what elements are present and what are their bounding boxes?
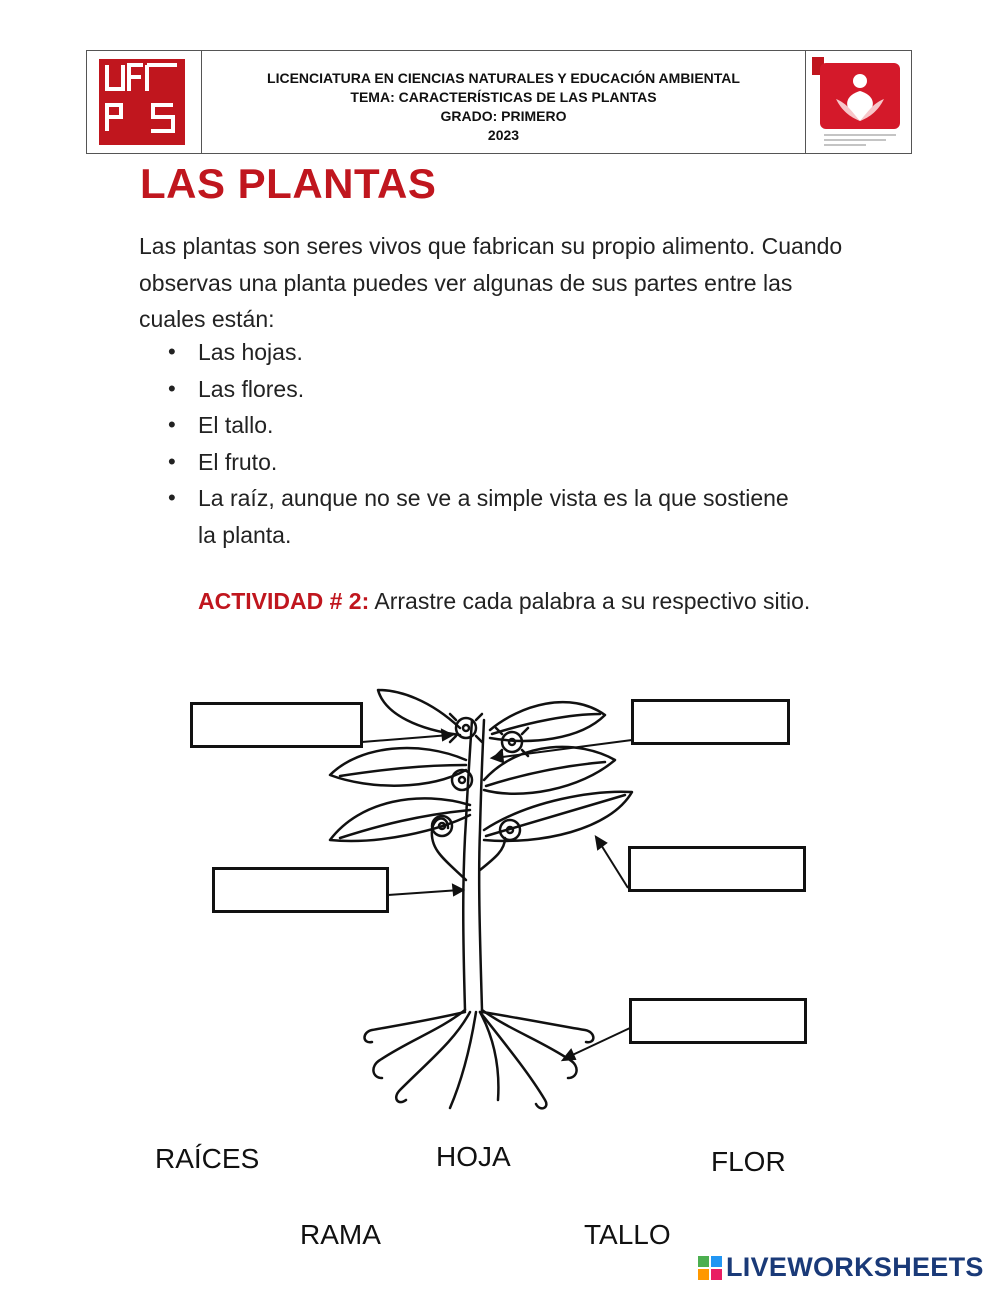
- list-item: • La raíz, aunque no se ve a simple vista es la que sostiene la planta.: [168, 480, 808, 553]
- list-item: • El fruto.: [168, 444, 808, 481]
- liveworksheets-brand[interactable]: LIVEWORKSHEETS: [726, 1252, 984, 1282]
- leaf: [378, 690, 460, 735]
- drop-box-leaf[interactable]: [628, 846, 806, 892]
- leaf: [490, 702, 605, 741]
- header-line-year: 2023: [487, 127, 520, 143]
- intro-paragraph: Las plantas son seres vivos que fabrican su propio alimento. Cuando observas una planta puedes ver algunas de sus partes entre las cuales están:: [139, 233, 843, 332]
- word-raices[interactable]: RAÍCES: [155, 1143, 260, 1174]
- ufps-logo-graphic: [87, 51, 202, 155]
- drop-box-flower-right[interactable]: [631, 699, 790, 745]
- leaf: [330, 748, 466, 786]
- liveworksheets-icon: [698, 1256, 722, 1280]
- header-text: [202, 51, 805, 153]
- header-line-topic: TEMA: CARACTERÍSTICAS DE LAS PLANTAS: [350, 89, 657, 105]
- plant-parts-list: [168, 334, 808, 553]
- header-line-program: LICENCIATURA EN CIENCIAS NATURALES Y EDUCACIÓN AMBIENTAL: [267, 70, 740, 86]
- word-tallo[interactable]: TALLO: [584, 1219, 671, 1250]
- drop-box-roots[interactable]: [629, 998, 807, 1044]
- word-rama[interactable]: RAMA: [300, 1219, 381, 1250]
- drop-box-flower-left[interactable]: [190, 702, 363, 748]
- ufps-logo: [87, 51, 202, 153]
- word-flor[interactable]: FLOR: [711, 1146, 786, 1177]
- program-logo: [805, 51, 911, 153]
- header-table: [86, 50, 912, 154]
- header-line-grade: GRADO: PRIMERO: [440, 108, 567, 124]
- list-item: • Las hojas.: [168, 334, 808, 371]
- page-title: LAS PLANTAS: [140, 160, 437, 207]
- list-item: • Las flores.: [168, 371, 808, 408]
- list-item: • El tallo.: [168, 407, 808, 444]
- activity-label: ACTIVIDAD # 2:: [198, 588, 370, 614]
- program-logo-graphic: [806, 51, 912, 155]
- drop-box-stem[interactable]: [212, 867, 389, 913]
- activity-instruction: [198, 584, 858, 618]
- activity-text: Arrastre cada palabra a su respectivo sitio.: [374, 588, 811, 614]
- word-hoja[interactable]: HOJA: [436, 1141, 511, 1172]
